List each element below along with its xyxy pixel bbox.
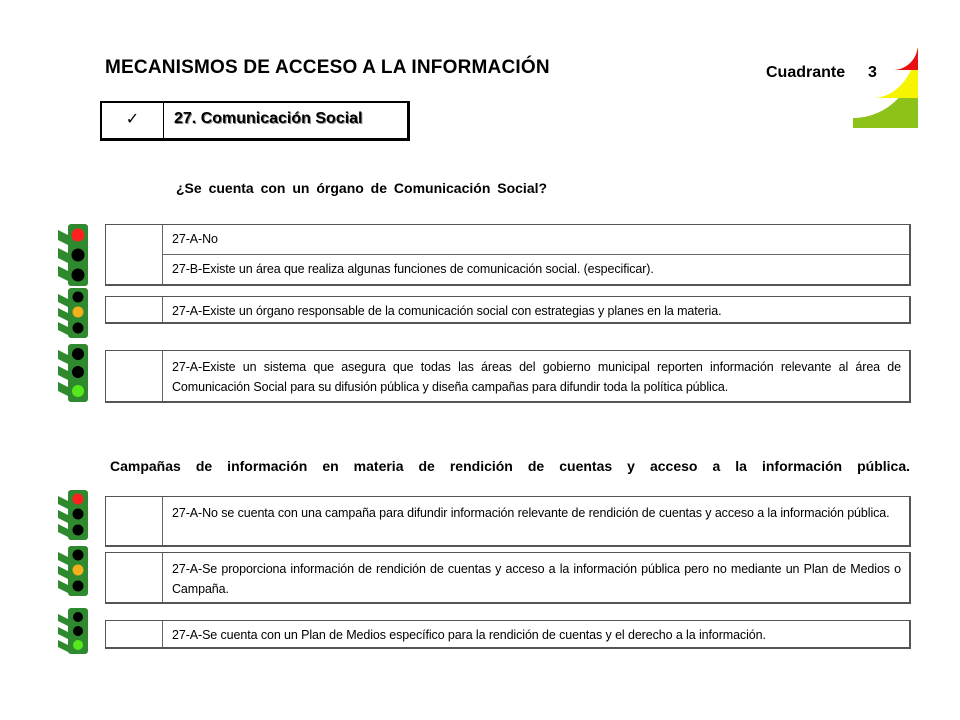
traffic-light-green-icon <box>56 344 90 402</box>
option-row-group2-yellow <box>105 552 911 604</box>
option-text: 27-A-Se cuenta con un Plan de Medios específico para la rendición de cuentas y el derecho a la información. <box>172 628 766 642</box>
traffic-light-yellow-icon <box>56 288 90 338</box>
traffic-light-yellow-icon <box>56 546 90 596</box>
option-text: 27-A-No <box>163 225 909 255</box>
option-checkbox[interactable] <box>106 497 163 545</box>
cuadrante-number: 3 <box>868 64 877 81</box>
option-row-group2-red <box>105 496 911 547</box>
option-checkbox[interactable] <box>106 621 163 647</box>
option-checkbox[interactable] <box>106 297 163 322</box>
option-text: 27-A-Existe un órgano responsable de la comunicación social con estrategias y planes en la materia. <box>172 304 722 318</box>
question-campanas: Campañas de información en materia de rendición de cuentas y acceso a la información pública. <box>110 458 910 474</box>
option-row-group1-yellow <box>105 296 911 324</box>
checkmark-icon[interactable]: ✓ <box>102 103 164 138</box>
traffic-light-red-icon <box>56 490 90 540</box>
page-title: MECANISMOS DE ACCESO A LA INFORMACIÓN <box>105 57 550 78</box>
option-text: 27-B-Existe un área que realiza algunas funciones de comunicación social. (especificar). <box>172 262 654 276</box>
option-row-group2-green <box>105 620 911 649</box>
option-text: 27-A-Existe un sistema que asegura que todas las áreas del gobierno municipal reporten información relevante al área de Comunicación Social para su difusión pública y diseña campañas para difundir toda la política pública. <box>172 360 901 394</box>
option-checkbox[interactable] <box>106 351 163 401</box>
question-organo-comunicacion: ¿Se cuenta con un órgano de Comunicación Social? <box>176 180 548 196</box>
cuadrante-label: Cuadrante <box>766 64 846 81</box>
section-title: 27. Comunicación Social <box>174 110 363 127</box>
option-checkbox[interactable] <box>106 553 163 602</box>
section-heading-box <box>100 101 410 141</box>
traffic-light-red-icon <box>56 224 90 286</box>
option-text: 27-A-Se proporciona información de rendición de cuentas y acceso a la información pública pero no mediante un Plan de Medios o Campaña. <box>172 562 901 596</box>
traffic-light-green-icon <box>56 608 90 654</box>
option-row-group1-red <box>105 224 911 286</box>
quadrant-icon <box>853 48 923 128</box>
option-text: 27-A-No se cuenta con una campaña para difundir información relevante de rendición de cuentas y acceso a la información pública. <box>172 506 890 520</box>
option-row-group1-green <box>105 350 911 403</box>
option-checkbox[interactable] <box>106 225 163 284</box>
